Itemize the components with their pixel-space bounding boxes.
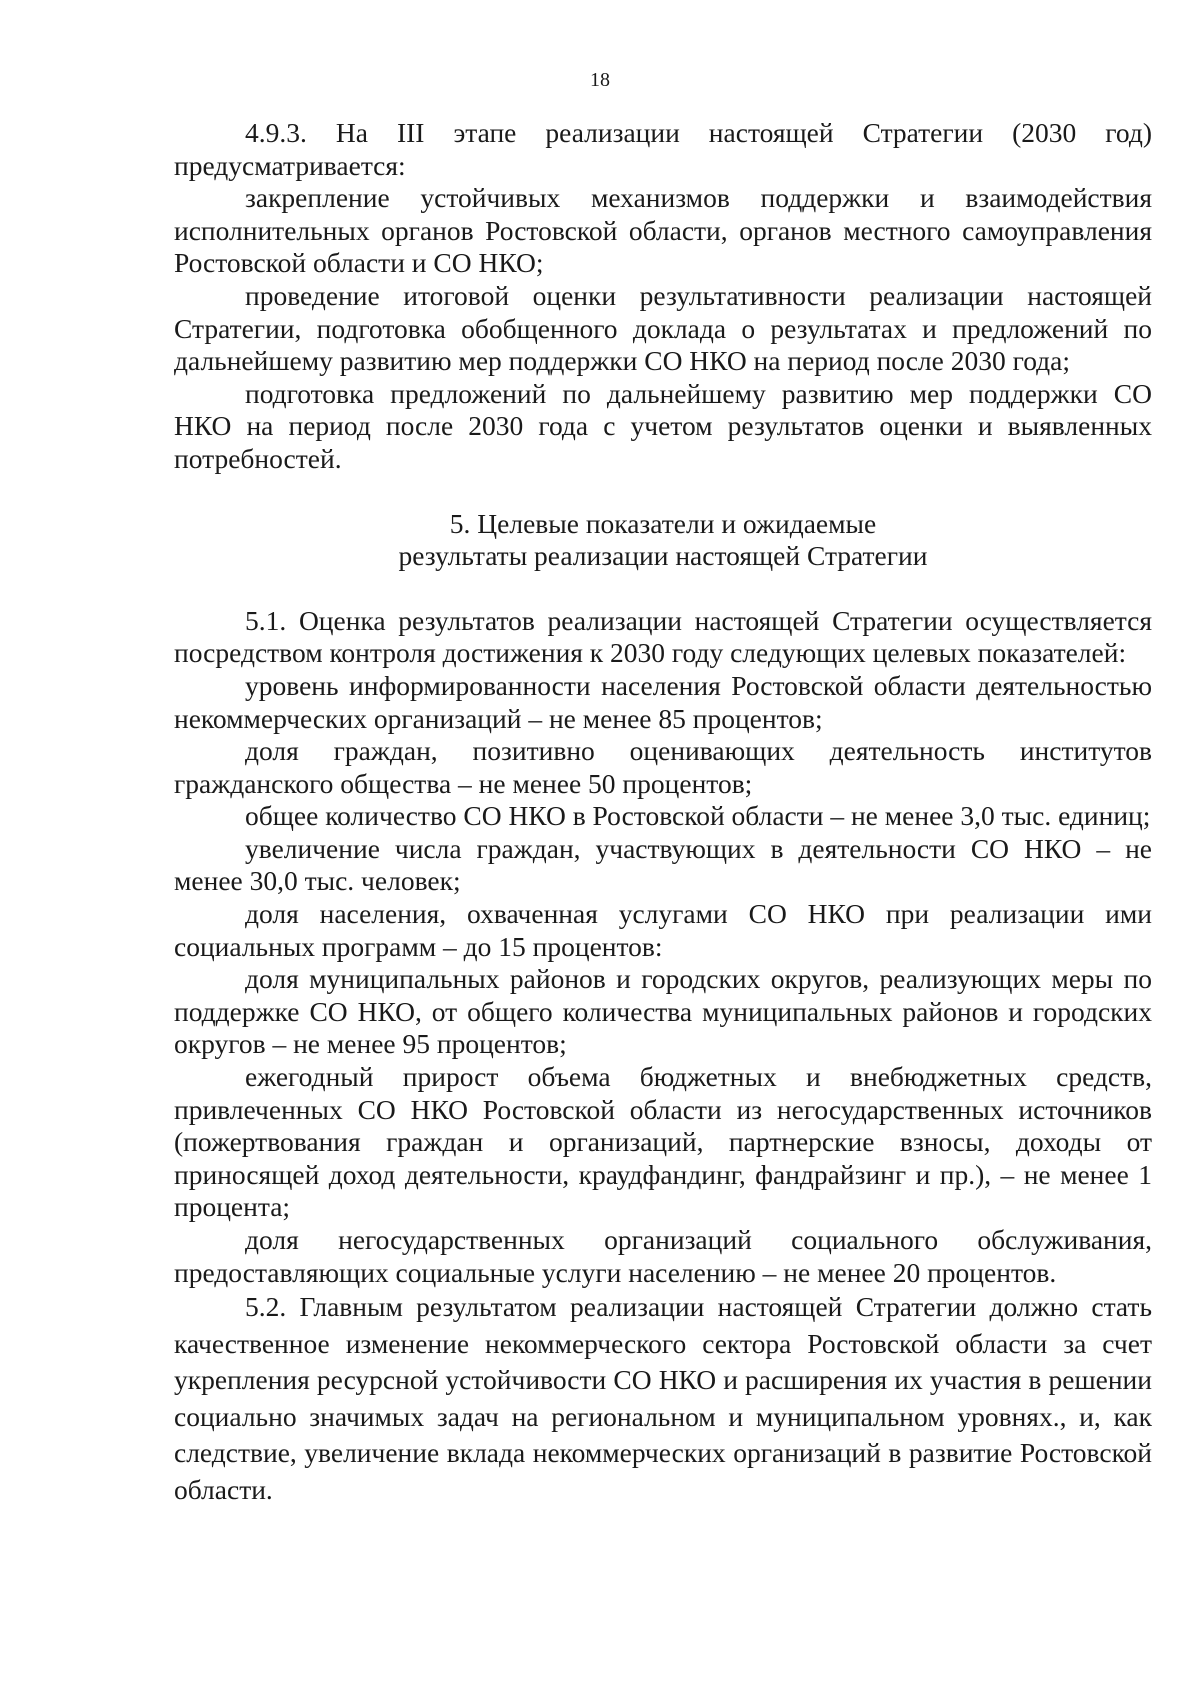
indicator-item: ежегодный прирост объема бюджетных и внебюджетных средств, привлеченных СО НКО Ростовской области из негосударственных источников (пожертвования граждан и организаций, партнерские взносы, доходы от приносящей доход деятельности, краудфандинг, фандрайзинг и пр.), – не менее 1 процента; — [174, 1061, 1152, 1223]
section-5-heading-line: результаты реализации настоящей Стратегии — [398, 540, 928, 572]
paragraph-5-1-intro: 5.1. Оценка результатов реализации настоящей Стратегии осуществляется посредством контроля достижения к 2030 году следующих целевых показателей: — [174, 604, 1152, 669]
section-5-heading-line: 5. Целевые показатели и ожидаемые — [449, 507, 877, 539]
paragraph-5-2: 5.2. Главным результатом реализации настоящей Стратегии должно стать качественное изменение некоммерческого сектора Ростовской области за счет укрепления ресурсной устойчивости СО НКО и расширения их участия в решении социально значимых задач на региональном и муниципальном уровнях., и, как следствие, увеличение вклада некоммерческих организаций в развитие Ростовской области. — [174, 1291, 1152, 1505]
page-number: 18 — [590, 69, 610, 91]
paragraph-4-9-3-item: проведение итоговой оценки результативности реализации настоящей Стратегии, подготовка обобщенного доклада о результатах и предложений по дальнейшему развитию мер поддержки СО НКО на период после 2030 года; — [174, 279, 1152, 377]
indicator-item: уровень информированности населения Ростовской области деятельностью некоммерческих организаций – не менее 85 процентов; — [174, 669, 1152, 734]
document-body — [174, 117, 1152, 1508]
indicator-item: доля населения, охваченная услугами СО НКО при реализации ими социальных программ – до 15 процентов: — [174, 898, 1152, 962]
indicator-item: доля граждан, позитивно оценивающих деятельность институтов гражданского общества – не менее 50 процентов; — [174, 735, 1152, 799]
section-5-heading — [174, 508, 1152, 573]
paragraph-4-9-3-item: подготовка предложений по дальнейшему развитию мер поддержки СО НКО на период после 2030 года с учетом результатов оценки и выявленных потребностей. — [174, 377, 1152, 474]
paragraph-4-9-3-item: закрепление устойчивых механизмов поддержки и взаимодействия исполнительных органов Ростовской области, органов местного самоуправления Ростовской области и СО НКО; — [174, 182, 1152, 279]
indicator-item: доля негосударственных организаций социального обслуживания, предоставляющих социальные услуги населению – не менее 20 процентов. — [174, 1224, 1152, 1288]
indicator-item: общее количество СО НКО в Ростовской области – не менее 3,0 тыс. единиц; — [245, 800, 1151, 832]
paragraph-4-9-3-intro: 4.9.3. На III этапе реализации настоящей Стратегии (2030 год) предусматривается: — [174, 117, 1152, 181]
indicator-item: увеличение числа граждан, участвующих в деятельности СО НКО – не менее 30,0 тыс. человек; — [174, 832, 1152, 897]
indicator-item: доля муниципальных районов и городских округов, реализующих меры по поддержке СО НКО, от общего количества муниципальных районов и городских округов – не менее 95 процентов; — [174, 963, 1152, 1060]
